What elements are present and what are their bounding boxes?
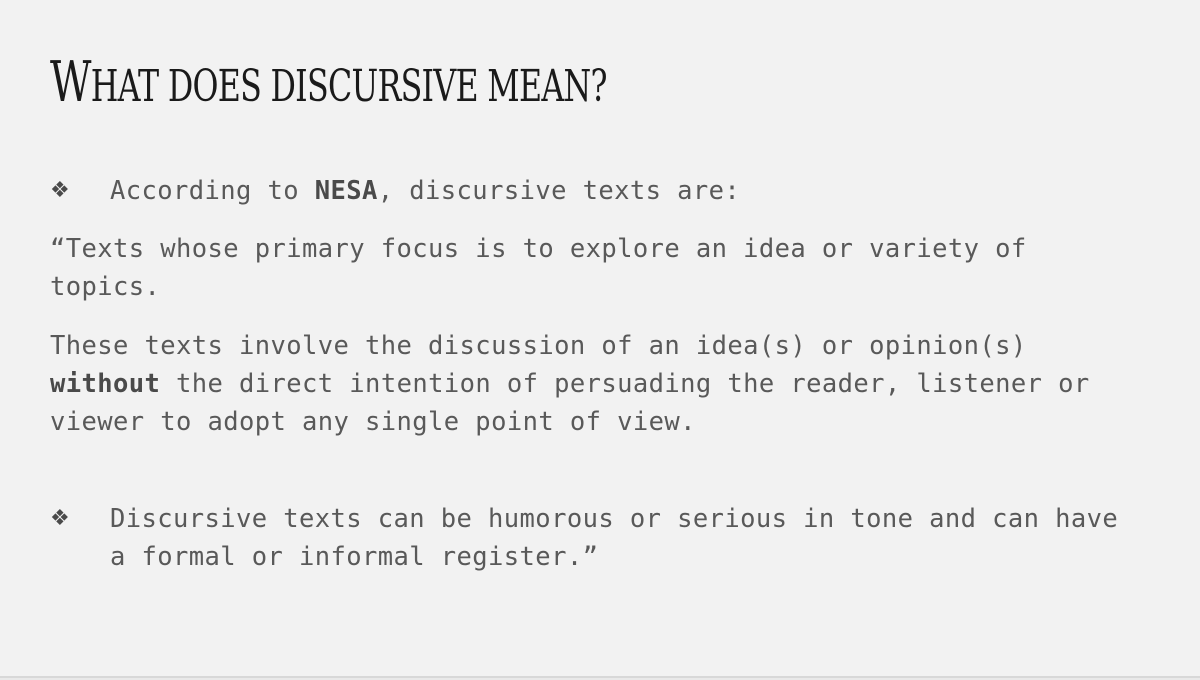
diamond-bullet-icon: ❖ <box>50 178 71 203</box>
title-initial: W <box>50 50 91 115</box>
bullet-item-tone <box>50 500 1130 576</box>
bullet-item-nesa <box>50 172 740 210</box>
explanation-start: These texts involve the discussion of an idea(s) or opinion(s) <box>50 331 1027 361</box>
title-rest: HAT DOES DISCURSIVE MEAN? <box>90 61 607 112</box>
bullet-text-start: According to <box>110 176 315 206</box>
bullet-text: Discursive texts can be humorous or serious in tone and can have a formal or informal register.” <box>110 504 1119 572</box>
diamond-bullet-icon: ❖ <box>50 506 71 531</box>
explanation-paragraph <box>50 327 1150 441</box>
explanation-end: the direct intention of persuading the reader, listener or viewer to adopt any single point of view. <box>50 369 1090 437</box>
without-bold: without <box>50 369 161 399</box>
bullet-text <box>110 172 740 210</box>
nesa-bold: NESA <box>314 176 378 206</box>
bullet-text-end: , discursive texts are: <box>377 176 741 206</box>
slide-title <box>50 50 607 115</box>
quote-paragraph: “Texts whose primary focus is to explore an idea or variety of topics. <box>50 234 1027 302</box>
